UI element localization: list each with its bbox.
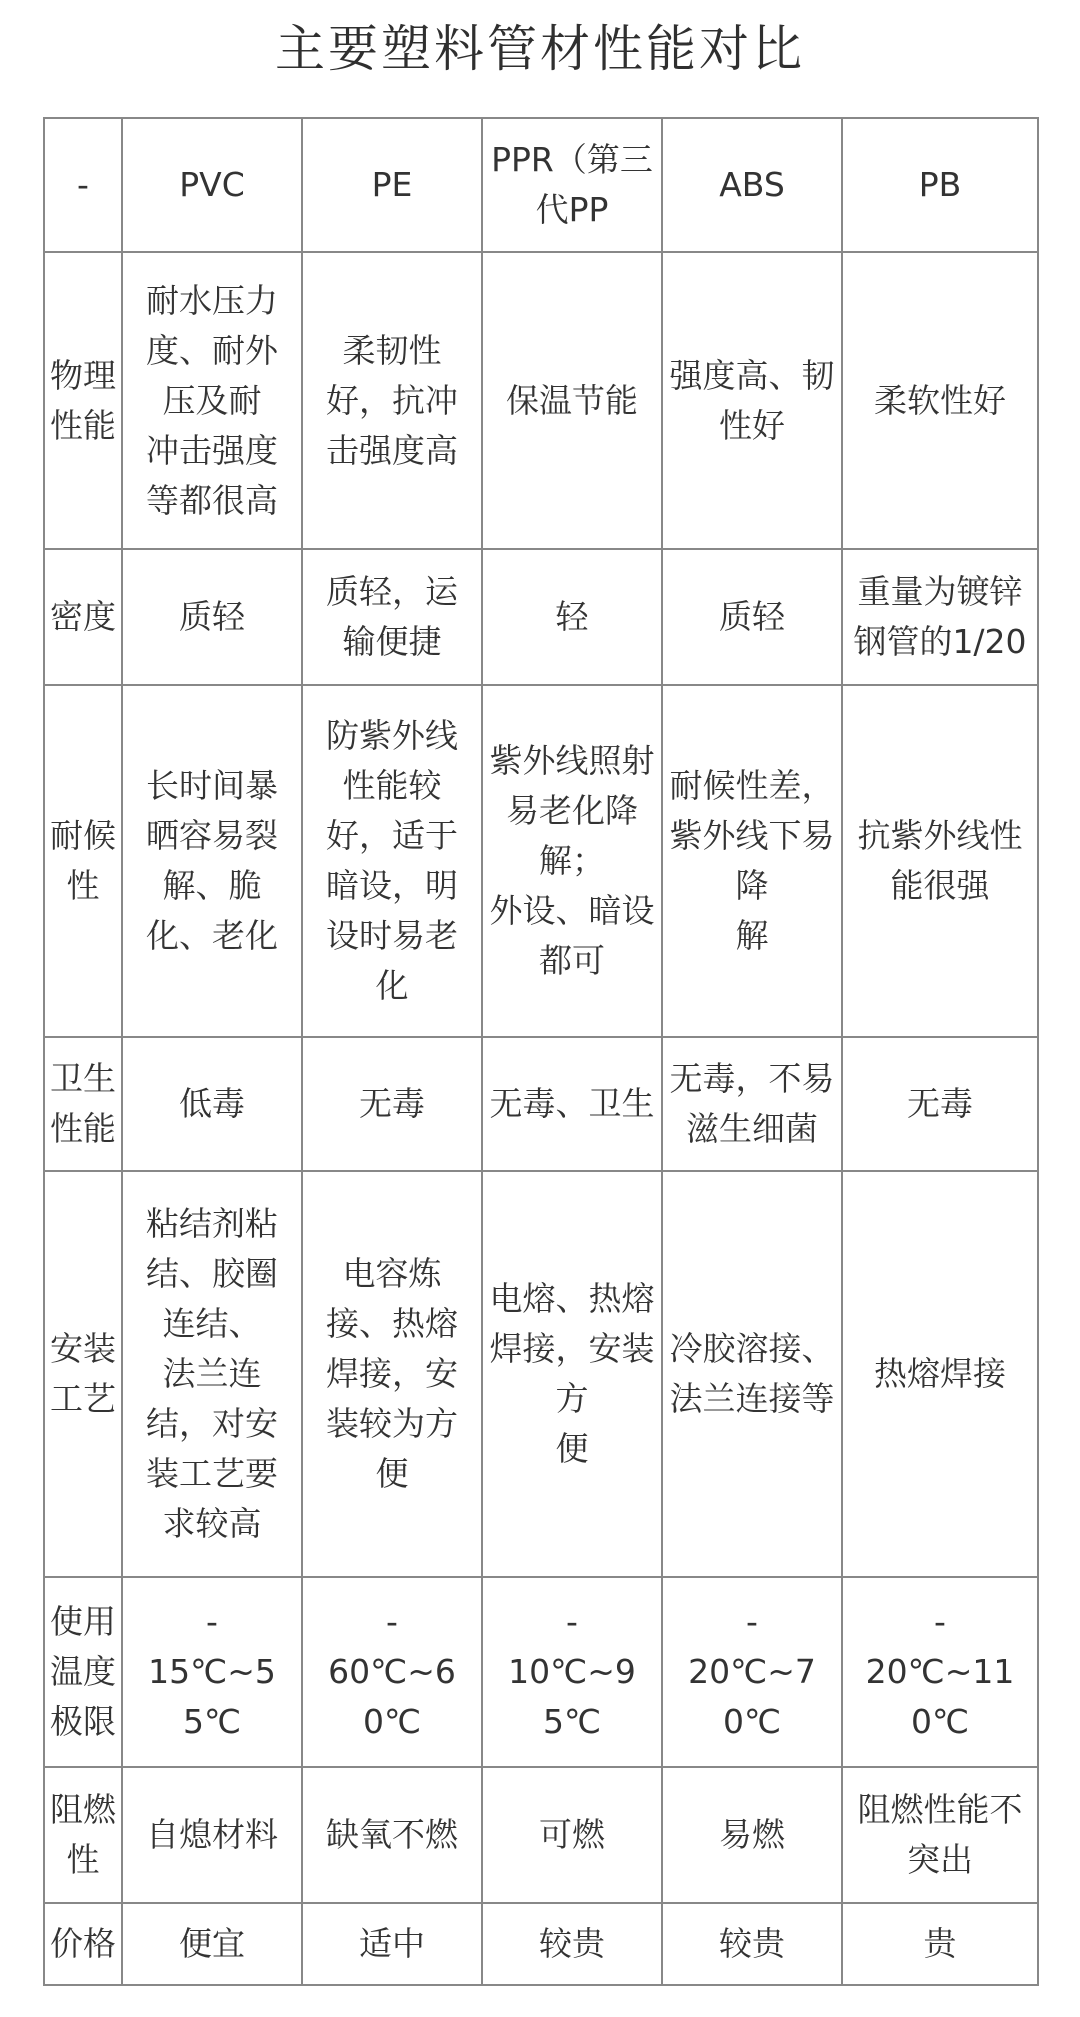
table-row bbox=[44, 1903, 1038, 1985]
table-cell: 抗紫外线性 能很强 bbox=[842, 685, 1038, 1037]
row-label: 使用 温度 极限 bbox=[44, 1577, 122, 1767]
table-cell: 较贵 bbox=[662, 1903, 842, 1985]
row-label: 安装 工艺 bbox=[44, 1171, 122, 1577]
table-cell: 缺氧不燃 bbox=[302, 1767, 482, 1903]
table-cell: 贵 bbox=[842, 1903, 1038, 1985]
row-label: 物理 性能 bbox=[44, 252, 122, 549]
table-cell: - 15℃~55℃ bbox=[122, 1577, 302, 1767]
table-cell: 较贵 bbox=[482, 1903, 662, 1985]
header-cell-pvc: PVC bbox=[122, 118, 302, 252]
header-cell-pe: PE bbox=[302, 118, 482, 252]
table-cell: 无毒、卫生 bbox=[482, 1037, 662, 1171]
table-cell: 无毒 bbox=[302, 1037, 482, 1171]
header-cell-abs: ABS bbox=[662, 118, 842, 252]
row-label: 卫生 性能 bbox=[44, 1037, 122, 1171]
table-row bbox=[44, 549, 1038, 685]
table-cell: - 10℃~95℃ bbox=[482, 1577, 662, 1767]
table-cell: 柔软性好 bbox=[842, 252, 1038, 549]
row-label: 价格 bbox=[44, 1903, 122, 1985]
table-cell: 防紫外线 性能较 好，适于 暗设，明 设时易老 化 bbox=[302, 685, 482, 1037]
table-cell: 重量为镀锌 钢管的1/20 bbox=[842, 549, 1038, 685]
table-cell: - 60℃~60℃ bbox=[302, 1577, 482, 1767]
table-cell: 自熄材料 bbox=[122, 1767, 302, 1903]
table-row bbox=[44, 1767, 1038, 1903]
table-cell: 质轻 bbox=[122, 549, 302, 685]
table-cell: 电容炼 接、热熔 焊接，安 装较为方 便 bbox=[302, 1171, 482, 1577]
row-label: 阻燃 性 bbox=[44, 1767, 122, 1903]
table-cell: 耐候性差， 紫外线下易 降 解 bbox=[662, 685, 842, 1037]
table-cell: 强度高、韧 性好 bbox=[662, 252, 842, 549]
table-cell: 电熔、热熔 焊接，安装 方 便 bbox=[482, 1171, 662, 1577]
table-cell: 阻燃性能不 突出 bbox=[842, 1767, 1038, 1903]
table-cell: 无毒，不易 滋生细菌 bbox=[662, 1037, 842, 1171]
row-label: 耐候 性 bbox=[44, 685, 122, 1037]
page-title: 主要塑料管材性能对比 bbox=[275, 20, 805, 78]
table-cell: 柔韧性 好，抗冲 击强度高 bbox=[302, 252, 482, 549]
table-cell: 质轻，运 输便捷 bbox=[302, 549, 482, 685]
table-cell: 粘结剂粘 结、胶圈 连结、 法兰连 结，对安 装工艺要 求较高 bbox=[122, 1171, 302, 1577]
table-cell: 便宜 bbox=[122, 1903, 302, 1985]
table-cell: 质轻 bbox=[662, 549, 842, 685]
table-cell: - 20℃~70℃ bbox=[662, 1577, 842, 1767]
header-cell-ppr: PPR（第三 代PP bbox=[482, 118, 662, 252]
comparison-table bbox=[43, 117, 1039, 1986]
row-label: 密度 bbox=[44, 549, 122, 685]
table-cell: 长时间暴 晒容易裂 解、脆 化、老化 bbox=[122, 685, 302, 1037]
table-row bbox=[44, 1037, 1038, 1171]
table-row bbox=[44, 1171, 1038, 1577]
table-cell: 轻 bbox=[482, 549, 662, 685]
table-cell: 适中 bbox=[302, 1903, 482, 1985]
table-cell: 易燃 bbox=[662, 1767, 842, 1903]
table-cell: 冷胶溶接、 法兰连接等 bbox=[662, 1171, 842, 1577]
table-cell: 耐水压力 度、耐外 压及耐 冲击强度 等都很高 bbox=[122, 252, 302, 549]
table-cell: 可燃 bbox=[482, 1767, 662, 1903]
table-row bbox=[44, 685, 1038, 1037]
table-header-row bbox=[44, 118, 1038, 252]
header-cell-corner: - bbox=[44, 118, 122, 252]
table-cell: - 20℃~110℃ bbox=[842, 1577, 1038, 1767]
table-row bbox=[44, 1577, 1038, 1767]
table-cell: 保温节能 bbox=[482, 252, 662, 549]
table-cell: 热熔焊接 bbox=[842, 1171, 1038, 1577]
header-cell-pb: PB bbox=[842, 118, 1038, 252]
table-cell: 紫外线照射 易老化降 解； 外设、暗设 都可 bbox=[482, 685, 662, 1037]
table-cell: 低毒 bbox=[122, 1037, 302, 1171]
table-row bbox=[44, 252, 1038, 549]
table-cell: 无毒 bbox=[842, 1037, 1038, 1171]
